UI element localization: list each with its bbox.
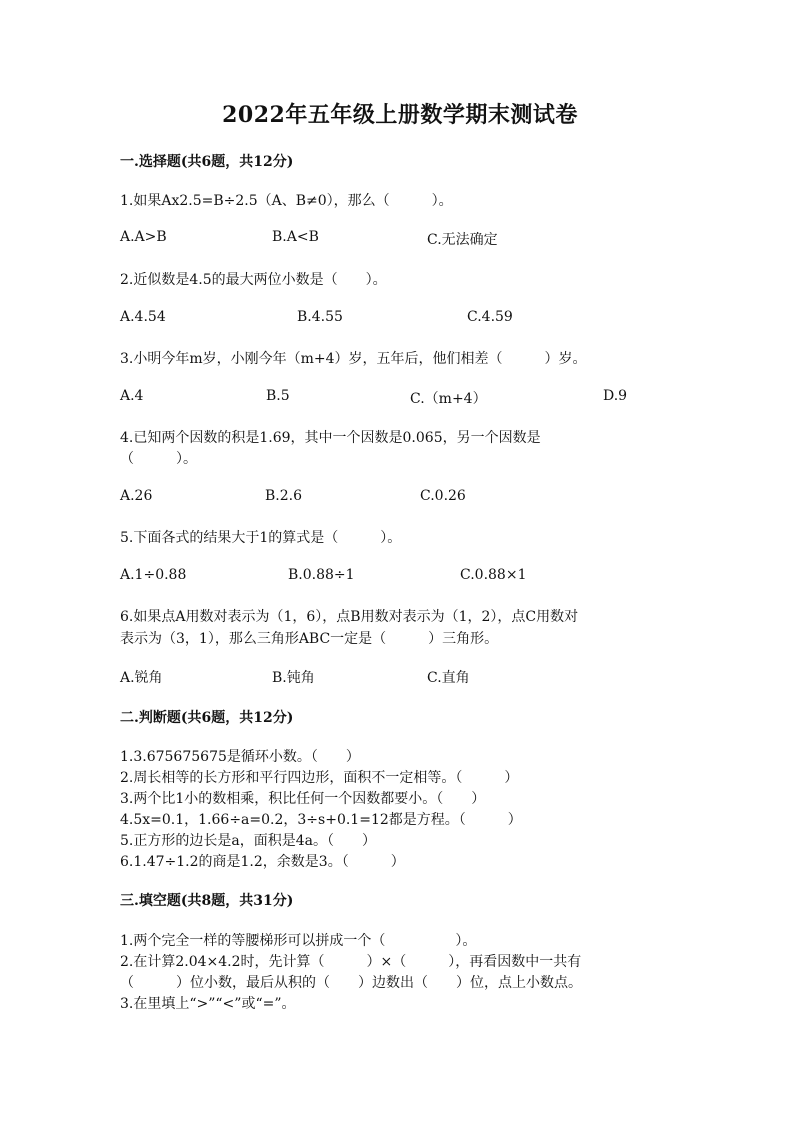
option-c: C.无法确定 bbox=[427, 232, 498, 248]
option-b: B.2.6 bbox=[265, 488, 303, 504]
section-heading-judgement: 二.判断题(共6题，共12分) bbox=[120, 710, 294, 726]
judgement-item: 6.1.47÷1.2的商是1.2，余数是3。（ ） bbox=[120, 854, 405, 870]
option-c: C.4.59 bbox=[467, 309, 513, 325]
fill-in-line: 2.在计算2.04×4.2时，先计算（ ）×（ ），再看因数中一共有 bbox=[120, 954, 582, 970]
option-b: B.5 bbox=[266, 388, 290, 404]
judgement-item: 1.3.675675675是循环小数。（ ） bbox=[120, 749, 360, 765]
judgement-item: 3.两个比1小的数相乘，积比任何一个因数都要小。（ ） bbox=[120, 791, 486, 807]
section-heading-choice: 一.选择题(共6题，共12分) bbox=[120, 154, 294, 170]
question-text-line-1: 6.如果点A用数对表示为（1，6），点B用数对表示为（1，2），点C用数对 bbox=[120, 609, 579, 625]
option-b: B.4.55 bbox=[297, 309, 343, 325]
question-text-line-2: 表示为（3，1），那么三角形ABC一定是（ ）三角形。 bbox=[120, 631, 499, 647]
option-c: C.0.88×1 bbox=[460, 567, 527, 583]
section-heading-fill-in: 三.填空题(共8题，共31分) bbox=[120, 893, 294, 909]
option-c: C.直角 bbox=[427, 670, 470, 686]
option-d: D.9 bbox=[603, 388, 628, 404]
fill-in-line: 1.两个完全一样的等腰梯形可以拼成一个（ ）。 bbox=[120, 933, 477, 949]
option-a: A.锐角 bbox=[120, 670, 163, 686]
judgement-item: 2.周长相等的长方形和平行四边形，面积不一定相等。（ ） bbox=[120, 770, 519, 786]
option-c: C.（m+4） bbox=[410, 391, 487, 407]
question-text: 5.下面各式的结果大于1的算式是（ ）。 bbox=[120, 530, 402, 546]
option-c: C.0.26 bbox=[420, 488, 466, 504]
option-b: B.A<B bbox=[272, 229, 319, 245]
question-text: 1.如果Ax2.5=B÷2.5（A、B≠0），那么（ ）。 bbox=[120, 193, 453, 209]
option-a: A.A>B bbox=[120, 229, 167, 245]
judgement-item: 5.正方形的边长是a，面积是4a。（ ） bbox=[120, 833, 376, 849]
option-a: A.4 bbox=[120, 388, 144, 404]
option-a: A.26 bbox=[120, 488, 153, 504]
question-text-line-1: 4.已知两个因数的积是1.69，其中一个因数是0.065，另一个因数是 bbox=[120, 430, 541, 446]
question-text: 3.小明今年m岁，小刚今年（m+4）岁，五年后，他们相差（ ）岁。 bbox=[120, 351, 587, 367]
fill-in-line: 3.在里填上“>”“<”或“=”。 bbox=[120, 996, 296, 1012]
option-b: B.钝角 bbox=[272, 670, 315, 686]
question-text-line-2: （ ）。 bbox=[120, 451, 197, 467]
question-text: 2.近似数是4.5的最大两位小数是（ ）。 bbox=[120, 272, 387, 288]
option-a: A.1÷0.88 bbox=[120, 567, 187, 583]
exam-title: 2022年五年级上册数学期末测试卷 bbox=[222, 102, 578, 128]
fill-in-line: （ ）位小数，最后从积的（ ）边数出（ ）位，点上小数点。 bbox=[120, 975, 582, 991]
option-a: A.4.54 bbox=[120, 309, 166, 325]
judgement-item: 4.5x=0.1，1.66÷a=0.2，3÷s+0.1=12都是方程。（ ） bbox=[120, 812, 522, 828]
option-b: B.0.88÷1 bbox=[288, 567, 355, 583]
